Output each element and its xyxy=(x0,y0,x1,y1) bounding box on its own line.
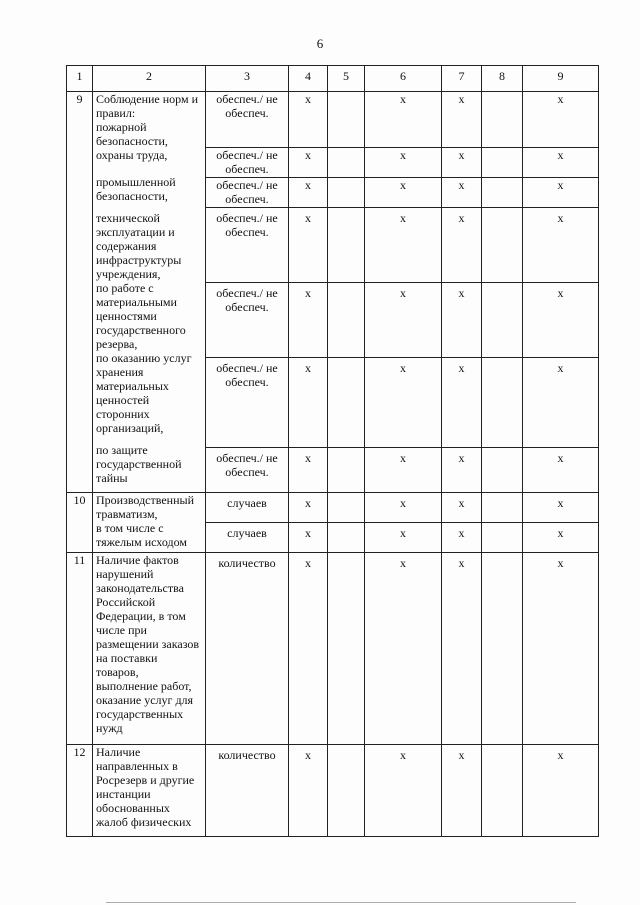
unit-cell: обеспеч./ не обеспеч. xyxy=(206,358,289,448)
indicator-name: Наличие фактов нарушений законодательства Российской Федерации, в том числе при размещении заказов на поставки товаров, выполнение работ, оказание услуг для государственных нужд xyxy=(93,553,206,745)
mark-cell: х xyxy=(365,745,442,837)
empty-cell xyxy=(328,358,365,448)
unit-cell: случаев xyxy=(206,523,289,553)
mark-cell: х xyxy=(523,523,599,553)
mark-cell: х xyxy=(365,148,442,178)
mark-cell: х xyxy=(289,358,328,448)
header-col-7: 7 xyxy=(442,66,482,92)
header-row xyxy=(67,66,599,92)
mark-cell: х xyxy=(289,493,328,523)
empty-cell xyxy=(482,358,523,448)
header-col-5: 5 xyxy=(328,66,365,92)
mark-cell: х xyxy=(365,178,442,208)
empty-cell xyxy=(482,283,523,358)
mark-cell: х xyxy=(442,493,482,523)
unit-cell: количество xyxy=(206,553,289,745)
table-row xyxy=(67,745,599,837)
name-line: охраны труда, xyxy=(96,148,168,162)
mark-cell: х xyxy=(523,745,599,837)
header-col-2: 2 xyxy=(93,66,206,92)
name-line: Соблюдение норм и правил: xyxy=(96,92,199,120)
mark-cell: х xyxy=(289,523,328,553)
mark-cell: х xyxy=(442,148,482,178)
mark-cell: х xyxy=(523,208,599,283)
empty-cell xyxy=(328,208,365,283)
mark-cell: х xyxy=(289,208,328,283)
name-line: по защите государственной тайны xyxy=(96,443,182,485)
row-number: 12 xyxy=(67,745,93,837)
empty-cell xyxy=(328,148,365,178)
name-line: в том числе с тяжелым исходом xyxy=(96,521,187,549)
name-line: технической эксплуатации и содержания инфраструктуры учреждения, xyxy=(96,211,182,281)
mark-cell: х xyxy=(289,448,328,493)
mark-cell: х xyxy=(442,283,482,358)
mark-cell: х xyxy=(289,178,328,208)
empty-cell xyxy=(482,148,523,178)
indicator-name xyxy=(93,92,206,493)
empty-cell xyxy=(328,493,365,523)
mark-cell: х xyxy=(365,283,442,358)
mark-cell: х xyxy=(442,745,482,837)
header-col-6: 6 xyxy=(365,66,442,92)
empty-cell xyxy=(482,448,523,493)
unit-cell: обеспеч./ не обеспеч. xyxy=(206,208,289,283)
mark-cell: х xyxy=(523,448,599,493)
unit-cell: случаев xyxy=(206,493,289,523)
mark-cell: х xyxy=(289,553,328,745)
row-number: 9 xyxy=(67,92,93,493)
row-number: 11 xyxy=(67,553,93,745)
indicators-table xyxy=(66,65,599,837)
row-number: 10 xyxy=(67,493,93,553)
empty-cell xyxy=(482,92,523,148)
mark-cell: х xyxy=(365,358,442,448)
name-line: пожарной безопасности, xyxy=(96,120,168,148)
mark-cell: х xyxy=(523,148,599,178)
empty-cell xyxy=(328,448,365,493)
mark-cell: х xyxy=(289,148,328,178)
unit-cell: обеспеч./ не обеспеч. xyxy=(206,178,289,208)
mark-cell: х xyxy=(523,493,599,523)
mark-cell: х xyxy=(442,358,482,448)
mark-cell: х xyxy=(442,208,482,283)
header-col-4: 4 xyxy=(289,66,328,92)
mark-cell: х xyxy=(289,745,328,837)
unit-cell: обеспеч./ не обеспеч. xyxy=(206,92,289,148)
table-row xyxy=(67,92,599,148)
mark-cell: х xyxy=(365,208,442,283)
empty-cell xyxy=(328,523,365,553)
mark-cell: х xyxy=(365,493,442,523)
indicator-name xyxy=(93,493,206,553)
header-col-9: 9 xyxy=(523,66,599,92)
mark-cell: х xyxy=(365,553,442,745)
empty-cell xyxy=(328,92,365,148)
header-col-3: 3 xyxy=(206,66,289,92)
page-number: 6 xyxy=(316,36,324,51)
mark-cell: х xyxy=(523,283,599,358)
unit-cell: обеспеч./ не обеспеч. xyxy=(206,283,289,358)
empty-cell xyxy=(482,178,523,208)
mark-cell: х xyxy=(442,553,482,745)
unit-cell: обеспеч./ не обеспеч. xyxy=(206,148,289,178)
name-line: Производственный травматизм, xyxy=(96,493,194,521)
header-col-8: 8 xyxy=(482,66,523,92)
empty-cell xyxy=(482,493,523,523)
mark-cell: х xyxy=(523,92,599,148)
mark-cell: х xyxy=(442,448,482,493)
name-line: промышленной безопасности, xyxy=(96,175,176,203)
empty-cell xyxy=(482,208,523,283)
empty-cell xyxy=(482,523,523,553)
unit-cell: количество xyxy=(206,745,289,837)
mark-cell: х xyxy=(289,92,328,148)
header-col-1: 1 xyxy=(67,66,93,92)
unit-cell: обеспеч./ не обеспеч. xyxy=(206,448,289,493)
mark-cell: х xyxy=(365,448,442,493)
mark-cell: х xyxy=(442,92,482,148)
mark-cell: х xyxy=(442,178,482,208)
mark-cell: х xyxy=(442,523,482,553)
empty-cell xyxy=(328,553,365,745)
mark-cell: х xyxy=(523,358,599,448)
mark-cell: х xyxy=(523,553,599,745)
name-line: по работе с материальными ценностями государственного резерва, xyxy=(96,281,186,351)
mark-cell: х xyxy=(289,283,328,358)
mark-cell: х xyxy=(365,92,442,148)
scan-edge-line xyxy=(106,902,576,903)
mark-cell: х xyxy=(523,178,599,208)
empty-cell xyxy=(482,745,523,837)
empty-cell xyxy=(328,745,365,837)
mark-cell: х xyxy=(365,523,442,553)
table-row xyxy=(67,553,599,745)
table-row xyxy=(67,493,599,523)
name-line: по оказанию услуг хранения материальных ценностей сторонних организаций, xyxy=(96,351,192,435)
empty-cell xyxy=(328,283,365,358)
empty-cell xyxy=(482,553,523,745)
empty-cell xyxy=(328,178,365,208)
indicator-name: Наличие направленных в Росрезерв и другие инстанции обоснованных жалоб физических xyxy=(93,745,206,837)
